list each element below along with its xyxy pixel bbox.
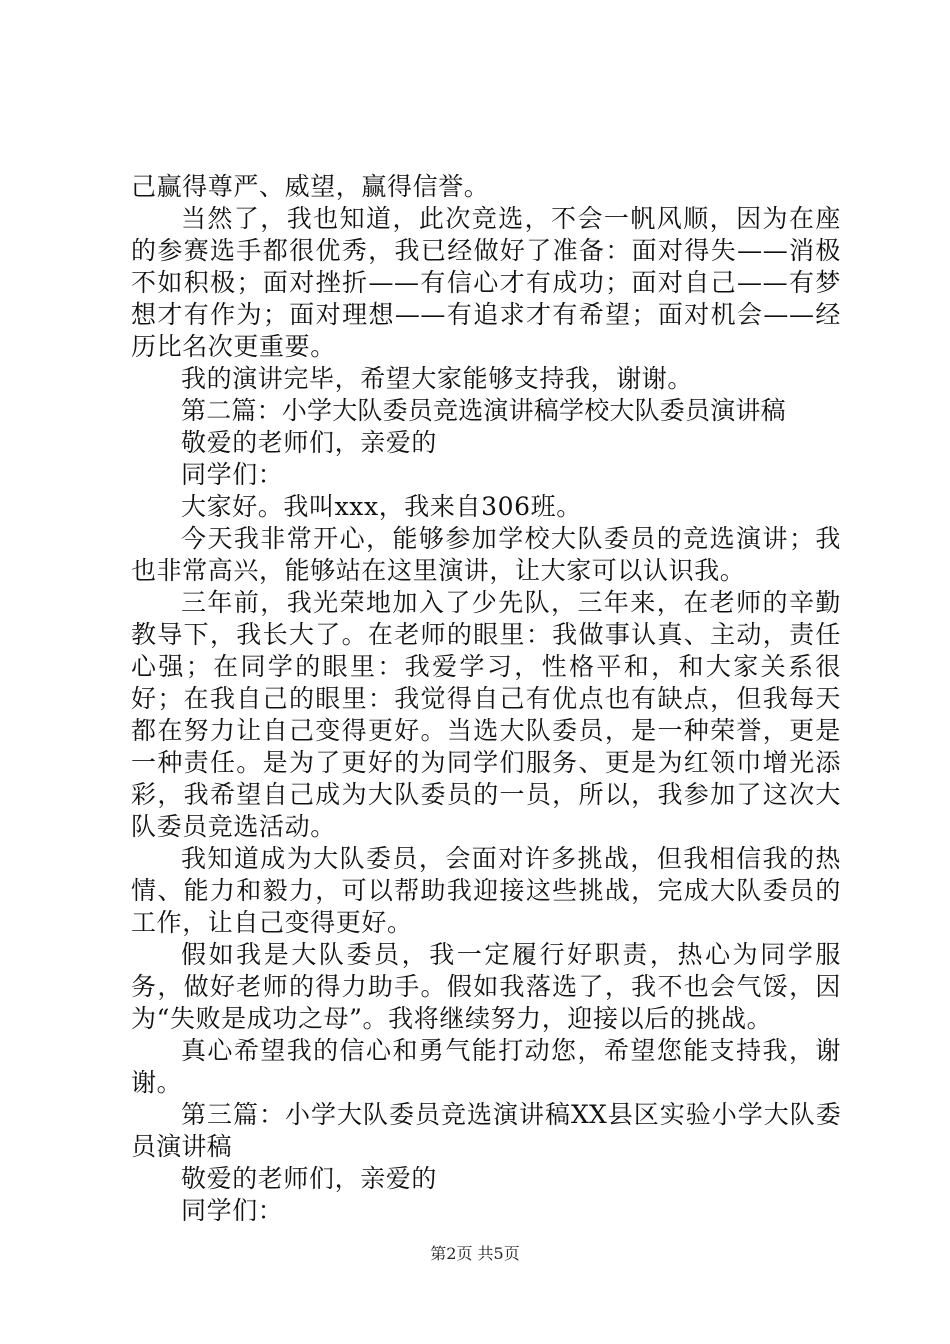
salutation-2a: 敬爱的老师们，亲爱的: [181, 428, 438, 457]
paragraph-greeting: 大家好。我叫xxx，我来自306班。: [181, 492, 582, 521]
salutation-3b: 同学们：: [181, 1196, 284, 1225]
paragraph-closing-1: 我的演讲完毕，希望大家能够支持我，谢谢。: [181, 364, 694, 393]
paragraph-promise: 假如我是大队委员，我一定履行好职责，热心为同学服务，做好老师的得力助手。假如我落选了，我不也会气馁，因为“失败是成功之母”。我将继续努力，迎接以后的挑战。: [131, 940, 841, 1033]
document-body: [131, 171, 841, 1227]
section-heading-2: 第二篇：小学大队委员竞选演讲稿学校大队委员演讲稿: [181, 396, 786, 425]
salutation-3a: 敬爱的老师们，亲爱的: [181, 1164, 438, 1193]
paragraph-closing-2: 真心希望我的信心和勇气能打动您，希望您能支持我，谢谢。: [131, 1036, 841, 1097]
salutation-2b: 同学们：: [181, 460, 284, 489]
section-heading-3: 第三篇：小学大队委员竞选演讲稿XX县区实验小学大队委员演讲稿: [131, 1100, 841, 1161]
paragraph-happy: 今天我非常开心，能够参加学校大队委员的竞选演讲；我也非常高兴，能够站在这里演讲，让大家可以认识我。: [131, 524, 841, 585]
paragraph-continuation: 己赢得尊严、威望，赢得信誉。: [131, 172, 490, 201]
page-footer: 第2页 共5页: [430, 1244, 520, 1263]
paragraph-challenges: 我知道成为大队委员，会面对许多挑战，但我相信我的热情、能力和毅力，可以帮助我迎接这些挑战，完成大队委员的工作，让自己变得更好。: [131, 844, 841, 937]
paragraph-background: 三年前，我光荣地加入了少先队，三年来，在老师的辛勤教导下，我长大了。在老师的眼里：我做事认真、主动，责任心强；在同学的眼里：我爱学习，性格平和，和大家关系很好；在我自己的眼里：我觉得自己有优点也有缺点，但我每天都在努力让自己变得更好。当选大队委员，是一种荣誉，更是一种责任。是为了更好的为同学们服务、更是为红领巾增光添彩，我希望自己成为大队委员的一员，所以，我参加了这次大队委员竞选活动。: [131, 588, 841, 841]
paragraph-preparation: 当然了，我也知道，此次竞选，不会一帆风顺，因为在座的参赛选手都很优秀，我已经做好了准备：面对得失——消极不如积极；面对挫折——有信心才有成功；面对自己——有梦想才有作为；面对理想——有追求才有希望；面对机会——经历比名次更重要。: [131, 204, 841, 361]
